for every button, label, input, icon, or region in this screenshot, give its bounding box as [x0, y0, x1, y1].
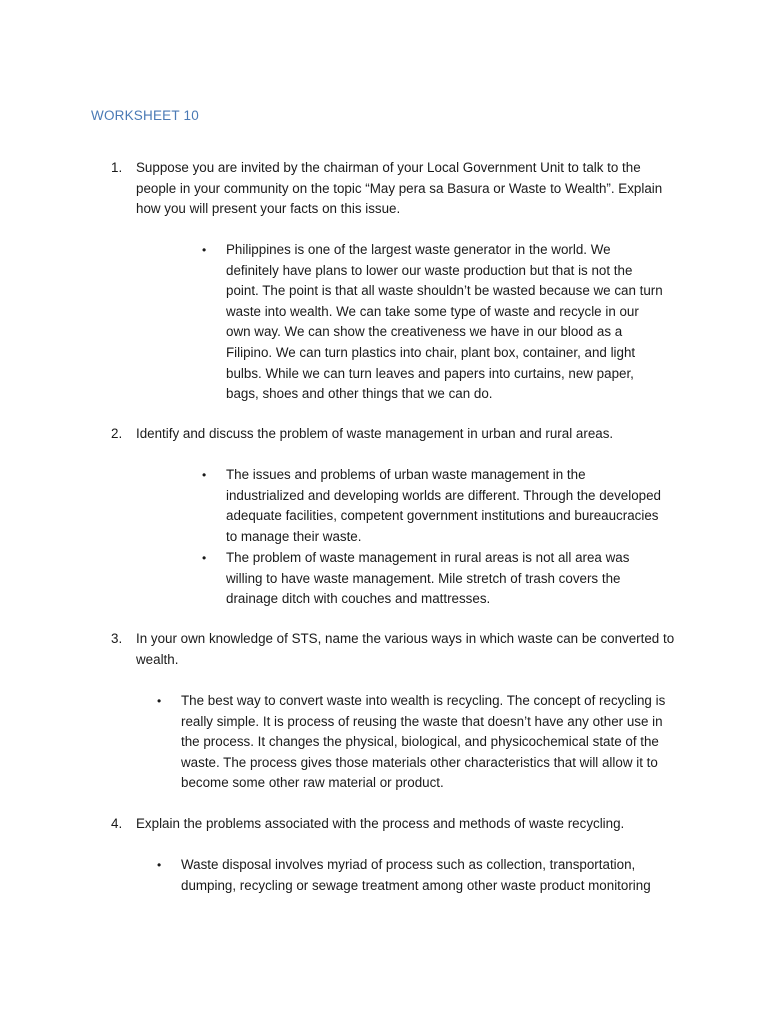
- bullet-icon: •: [157, 858, 162, 872]
- question-number: 3.: [111, 631, 123, 646]
- answer-text: The problem of waste management in rural areas is not all area was willing to have waste management. Mile stretch of trash covers the drainage ditch with couches and mattresses.: [226, 550, 630, 607]
- bullet-icon: •: [157, 694, 162, 708]
- bullet-icon: •: [202, 468, 207, 482]
- question-1: [111, 158, 681, 220]
- answer-bullet: [202, 465, 667, 547]
- answer-bullet: [157, 855, 677, 896]
- question-2: [111, 424, 681, 445]
- question-text: Suppose you are invited by the chairman of your Local Government Unit to talk to the people in your community on the topic “May pera sa Basura or Waste to Wealth”. Explain how you will present your facts on this issue.: [136, 160, 663, 217]
- bullet-icon: •: [202, 551, 207, 565]
- question-text: Identify and discuss the problem of waste management in urban and rural areas.: [136, 426, 614, 441]
- question-number: 1.: [111, 160, 123, 175]
- question-text: In your own knowledge of STS, name the various ways in which waste can be converted to wealth.: [136, 631, 675, 667]
- question-3: [111, 629, 681, 670]
- question-4: [111, 814, 681, 835]
- answer-text: The best way to convert waste into wealth is recycling. The concept of recycling is really simple. It is process of reusing the waste that doesn’t have any other use in the process. It changes the physical, biological, and physicochemical state of the waste. The process gives those materials other characteristics that will allow it to become some other raw material or product.: [181, 693, 666, 791]
- worksheet-title: WORKSHEET 10: [91, 108, 199, 123]
- question-number: 4.: [111, 816, 123, 831]
- answer-text: Waste disposal involves myriad of process such as collection, transportation, dumping, recycling or sewage treatment among other waste product monitoring: [181, 857, 651, 893]
- answer-bullet: [157, 691, 677, 794]
- question-number: 2.: [111, 426, 123, 441]
- bullet-icon: •: [202, 243, 207, 257]
- answer-bullet: [202, 240, 667, 405]
- answer-text: The issues and problems of urban waste management in the industrialized and developing worlds are different. Through the developed adequate facilities, competent government institutions and bureaucracies to manage their waste.: [226, 467, 661, 544]
- answer-text: Philippines is one of the largest waste generator in the world. We definitely have plans to lower our waste production but that is not the point. The point is that all waste shouldn’t be wasted because we can turn waste into wealth. We can take some type of waste and recycle in our own way. We can show the creativeness we have in our blood as a Filipino. We can turn plastics into chair, plant box, container, and light bulbs. While we can turn leaves and papers into curtains, new paper, bags, shoes and other things that we can do.: [226, 242, 663, 402]
- answer-bullet: [202, 548, 667, 610]
- question-text: Explain the problems associated with the process and methods of waste recycling.: [136, 816, 625, 831]
